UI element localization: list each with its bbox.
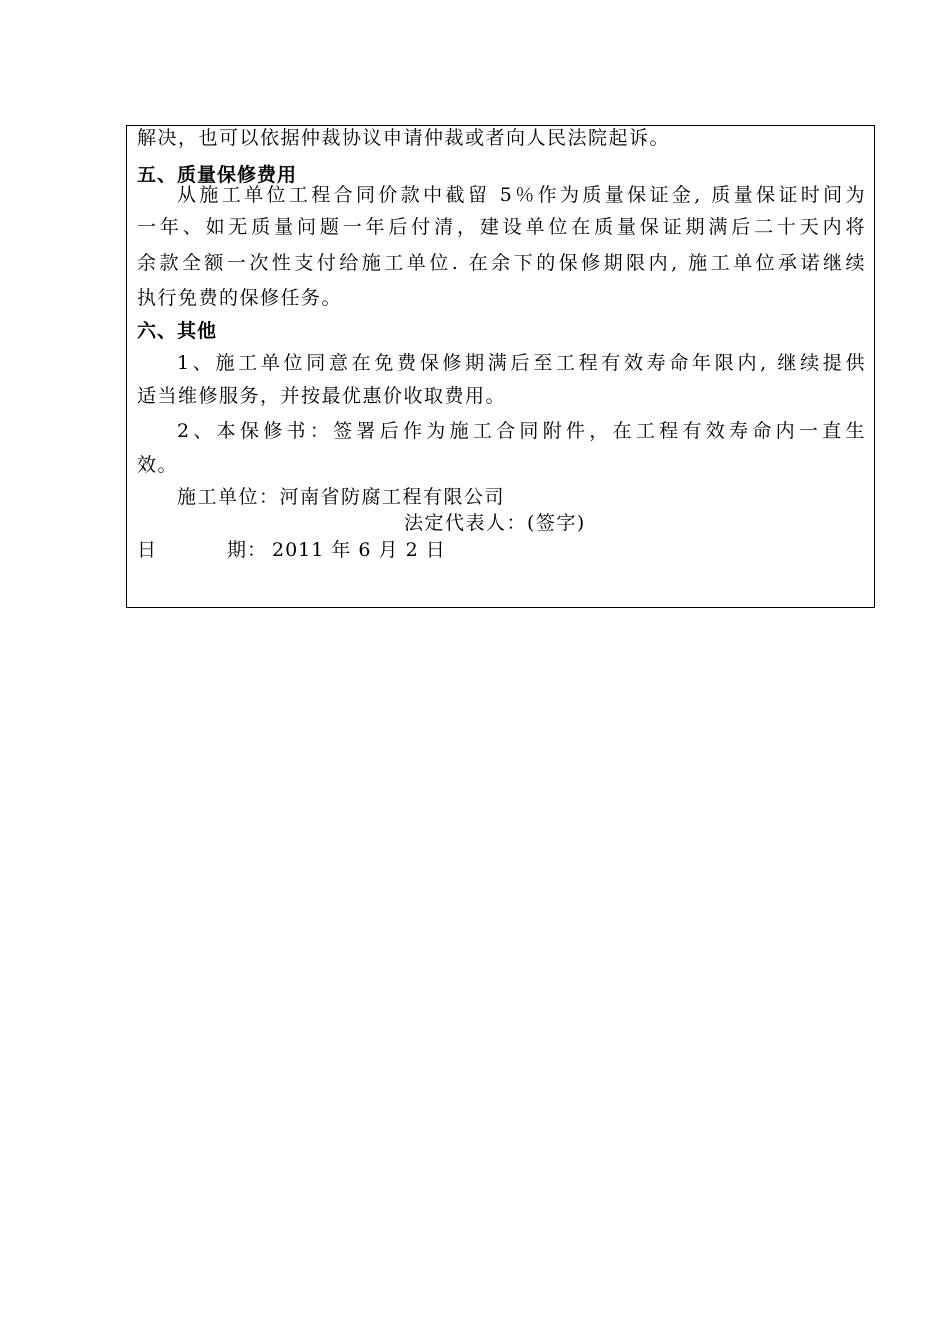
section-5-line-4: 执行免费的保修任务。: [137, 287, 343, 309]
section-5-line-3: 余款全额一次性支付给施工单位. 在余下的保修期限内, 施工单位承诺继续: [137, 252, 866, 274]
section-5-line-2: 一年、如无质量问题一年后付清，建设单位在质量保证期满后二十天内将: [137, 216, 866, 238]
date-label-tail: 期：: [227, 539, 268, 561]
document-frame: [126, 125, 875, 608]
date-value: 2011 年 6 月 2 日: [272, 539, 446, 561]
contractor-line: 施工单位：河南省防腐工程有限公司: [177, 486, 506, 508]
section-6-item-2-line-1: 2、本保修书：签署后作为施工合同附件，在工程有效寿命内一直生: [177, 420, 866, 442]
section-5-line-1: 从施工单位工程合同价款中截留 5％作为质量保证金, 质量保证时间为: [177, 184, 866, 206]
section-6-item-1-line-2: 适当维修服务，并按最优惠价收取费用。: [137, 385, 507, 407]
section-6-heading: 六、其他: [137, 320, 218, 342]
legal-representative-line: 法定代表人：(签字): [404, 512, 586, 534]
section-6-item-2-line-2: 效。: [137, 454, 179, 476]
section-5-heading: 五、质量保修费用: [137, 164, 298, 186]
date-label: 日: [137, 539, 158, 561]
section-6-item-1-line-1: 1、施工单位同意在免费保修期满后至工程有效寿命年限内, 继续提供: [177, 352, 866, 374]
continuation-line: 解决，也可以依据仲裁协议申请仲裁或者向人民法院起诉。: [137, 127, 671, 149]
